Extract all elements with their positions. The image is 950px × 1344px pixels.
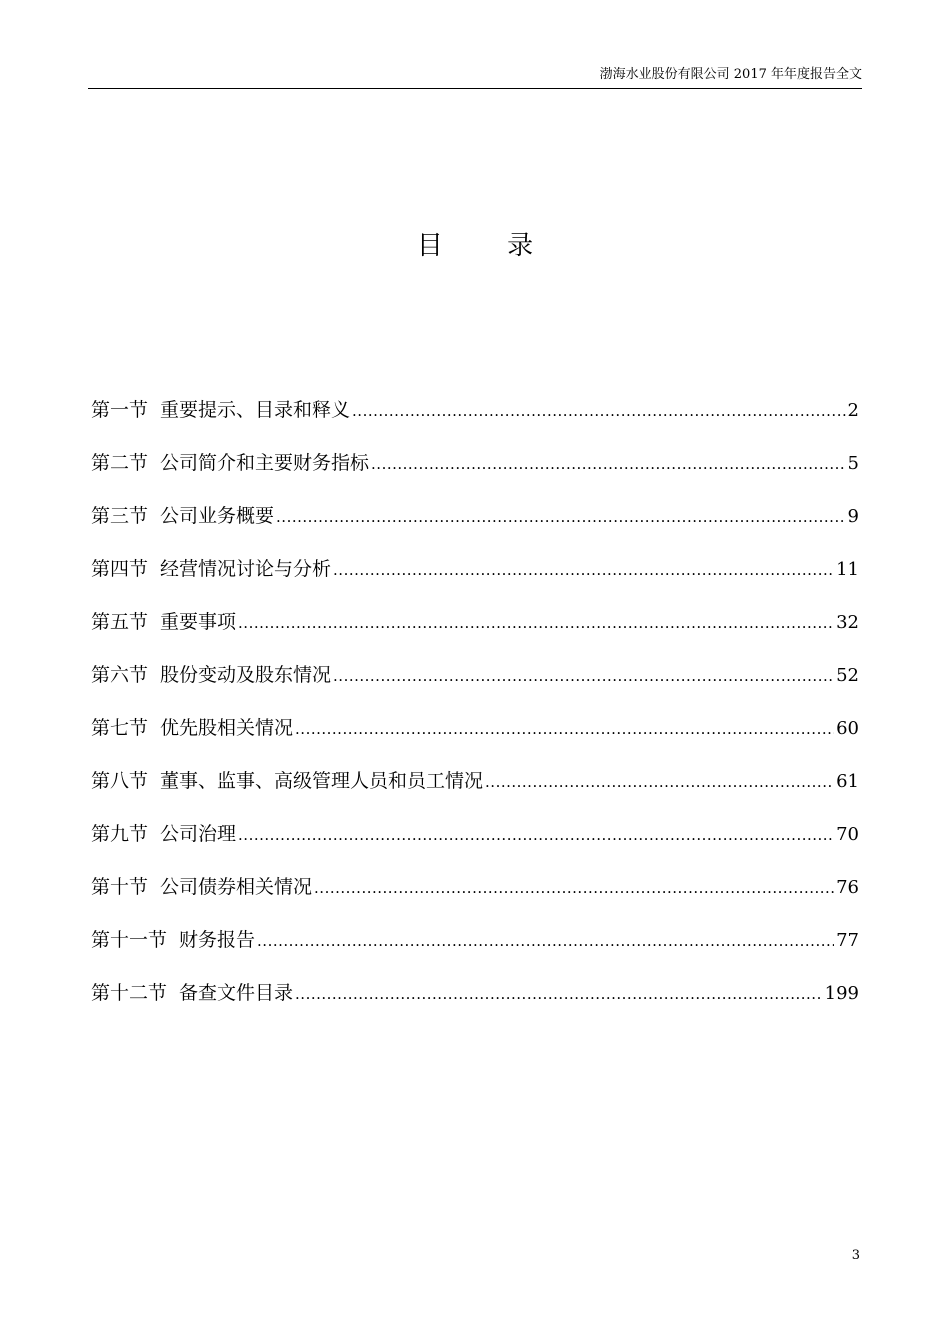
toc-section: 第九节 xyxy=(91,823,149,845)
toc-entry[interactable] xyxy=(91,979,859,1032)
toc-section: 第十一节 xyxy=(91,929,168,951)
toc-section: 第十二节 xyxy=(91,982,168,1004)
toc-entry[interactable] xyxy=(91,608,859,661)
toc-page: 76 xyxy=(836,877,859,898)
toc-title: 董事、监事、高级管理人员和员工情况 xyxy=(160,770,484,792)
toc-leader xyxy=(295,715,834,743)
toc-title: 重要提示、目录和释义 xyxy=(160,399,351,421)
toc-title: 公司债券相关情况 xyxy=(160,876,313,898)
toc-title: 股份变动及股东情况 xyxy=(160,664,332,686)
toc-title: 公司业务概要 xyxy=(160,505,275,527)
toc-leader xyxy=(238,609,834,637)
toc-section: 第七节 xyxy=(91,717,149,739)
toc-entry[interactable] xyxy=(91,555,859,608)
toc-title: 财务报告 xyxy=(179,929,256,951)
toc-entry[interactable] xyxy=(91,502,859,555)
toc-leader xyxy=(238,821,834,849)
toc-entry[interactable] xyxy=(91,820,859,873)
toc-page: 199 xyxy=(824,983,859,1004)
toc-leader xyxy=(485,768,834,796)
toc-entry[interactable] xyxy=(91,926,859,979)
toc-leader xyxy=(333,662,834,690)
toc-section: 第二节 xyxy=(91,452,149,474)
toc-title: 优先股相关情况 xyxy=(160,717,294,739)
toc-section: 第一节 xyxy=(91,399,149,421)
toc-leader xyxy=(371,450,846,478)
toc-title: 重要事项 xyxy=(160,611,237,633)
toc-page: 9 xyxy=(847,506,859,527)
toc-entry[interactable] xyxy=(91,714,859,767)
toc-title: 备查文件目录 xyxy=(179,982,294,1004)
toc-title: 公司治理 xyxy=(160,823,237,845)
toc-leader xyxy=(276,503,846,531)
toc-title: 经营情况讨论与分析 xyxy=(160,558,332,580)
toc-page: 5 xyxy=(847,453,859,474)
page-number: 3 xyxy=(851,1248,860,1263)
toc-leader xyxy=(314,874,834,902)
toc-leader xyxy=(257,927,834,955)
toc-entry[interactable] xyxy=(91,449,859,502)
toc-section: 第四节 xyxy=(91,558,149,580)
toc-leader xyxy=(333,556,834,584)
toc-section: 第五节 xyxy=(91,611,149,633)
toc-page: 60 xyxy=(836,718,859,739)
page-header xyxy=(88,64,862,89)
toc-section: 第八节 xyxy=(91,770,149,792)
toc-title: 公司简介和主要财务指标 xyxy=(160,452,370,474)
toc-entry[interactable] xyxy=(91,767,859,820)
toc-section: 第三节 xyxy=(91,505,149,527)
header-text: 渤海水业股份有限公司 2017 年年度报告全文 xyxy=(599,67,862,82)
toc-page: 61 xyxy=(836,771,859,792)
page-title: 目 录 xyxy=(416,231,562,261)
toc-leader xyxy=(295,980,823,1008)
toc-section: 第十节 xyxy=(91,876,149,898)
toc-page: 77 xyxy=(836,930,859,951)
toc-page: 32 xyxy=(836,612,859,633)
toc-section: 第六节 xyxy=(91,664,149,686)
toc-leader xyxy=(352,397,846,425)
toc-page: 2 xyxy=(847,400,859,421)
toc-entry[interactable] xyxy=(91,661,859,714)
toc-page: 11 xyxy=(836,559,859,580)
toc-entry[interactable] xyxy=(91,873,859,926)
table-of-contents xyxy=(91,396,859,1032)
toc-entry[interactable] xyxy=(91,396,859,449)
toc-page: 52 xyxy=(836,665,859,686)
toc-page: 70 xyxy=(836,824,859,845)
